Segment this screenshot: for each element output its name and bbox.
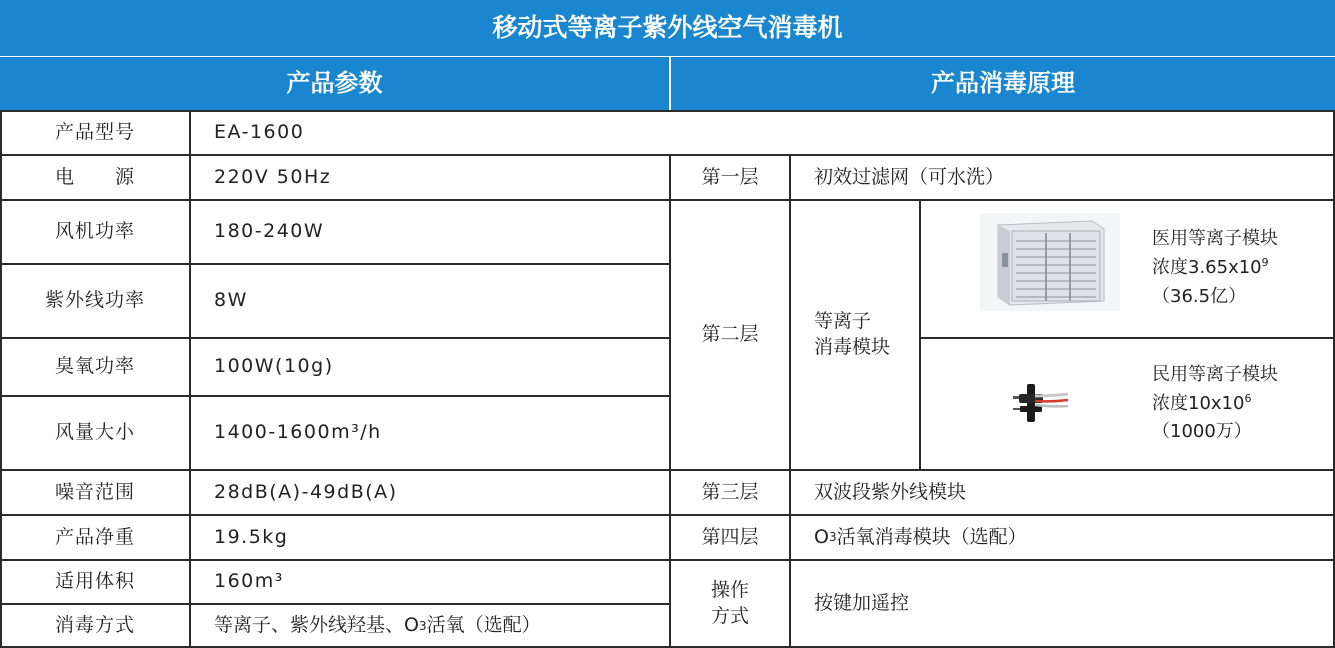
param-label-power: 电 源: [54, 165, 135, 188]
param-value-fan-power: 180-240W: [214, 220, 325, 243]
layer2-label: 第二层: [701, 323, 759, 346]
layer4-label: 第四层: [701, 525, 759, 548]
medical-plasma-text: 医用等离子模块 浓度$3.65x10^9$ （36.5亿）: [1152, 228, 1278, 307]
plasma-module-label: 等离子 消毒模块: [814, 310, 891, 358]
params-header: 产品参数: [0, 57, 669, 110]
param-label-fan-power: 风机功率: [54, 220, 135, 243]
principle-header: 产品消毒原理: [671, 57, 1335, 110]
layer3-label: 第三层: [701, 480, 759, 503]
civil-plasma-module-image: [1010, 382, 1070, 424]
param-value-uv-power: 8W: [214, 289, 248, 312]
operation-label: 操作 方式: [710, 579, 749, 627]
param-value-volume: 160m³: [214, 570, 284, 593]
civil-plasma-text: 民用等离子模块 浓度$10x10^6$ （1000万）: [1152, 363, 1278, 443]
param-label-method: 消毒方式: [54, 614, 135, 637]
layer4-value: O 3 活氧消毒模块（选配）: [814, 525, 1027, 548]
param-value-model: EA-1600: [214, 120, 305, 143]
param-label-noise: 噪音范围: [54, 480, 135, 503]
param-value-power: 220V 50Hz: [214, 165, 332, 188]
param-value-method: 等离子、紫外线羟基、O 3 活氧（选配）: [214, 614, 541, 637]
param-label-volume: 适用体积: [54, 570, 135, 593]
layer3-value: 双波段紫外线模块: [814, 480, 967, 503]
param-label-weight: 产品净重: [54, 525, 135, 548]
param-label-uv-power: 紫外线功率: [44, 289, 145, 312]
param-label-model: 产品型号: [54, 120, 135, 143]
page-title: 移动式等离子紫外线空气消毒机: [0, 0, 1335, 56]
layer1-value: 初效过滤网（可水洗）: [814, 165, 1005, 188]
param-label-ozone-power: 臭氧功率: [54, 355, 135, 378]
operation-value: 按键加遥控: [814, 592, 910, 615]
param-label-airflow: 风量大小: [54, 421, 135, 444]
param-value-airflow: 1400-1600m³/h: [214, 421, 382, 444]
layer1-label: 第一层: [701, 165, 759, 188]
param-value-ozone-power: 100W(10g): [214, 355, 334, 378]
medical-plasma-module-image: [980, 213, 1120, 311]
param-value-weight: 19.5kg: [214, 525, 289, 548]
param-value-noise: 28dB(A)-49dB(A): [214, 480, 398, 503]
